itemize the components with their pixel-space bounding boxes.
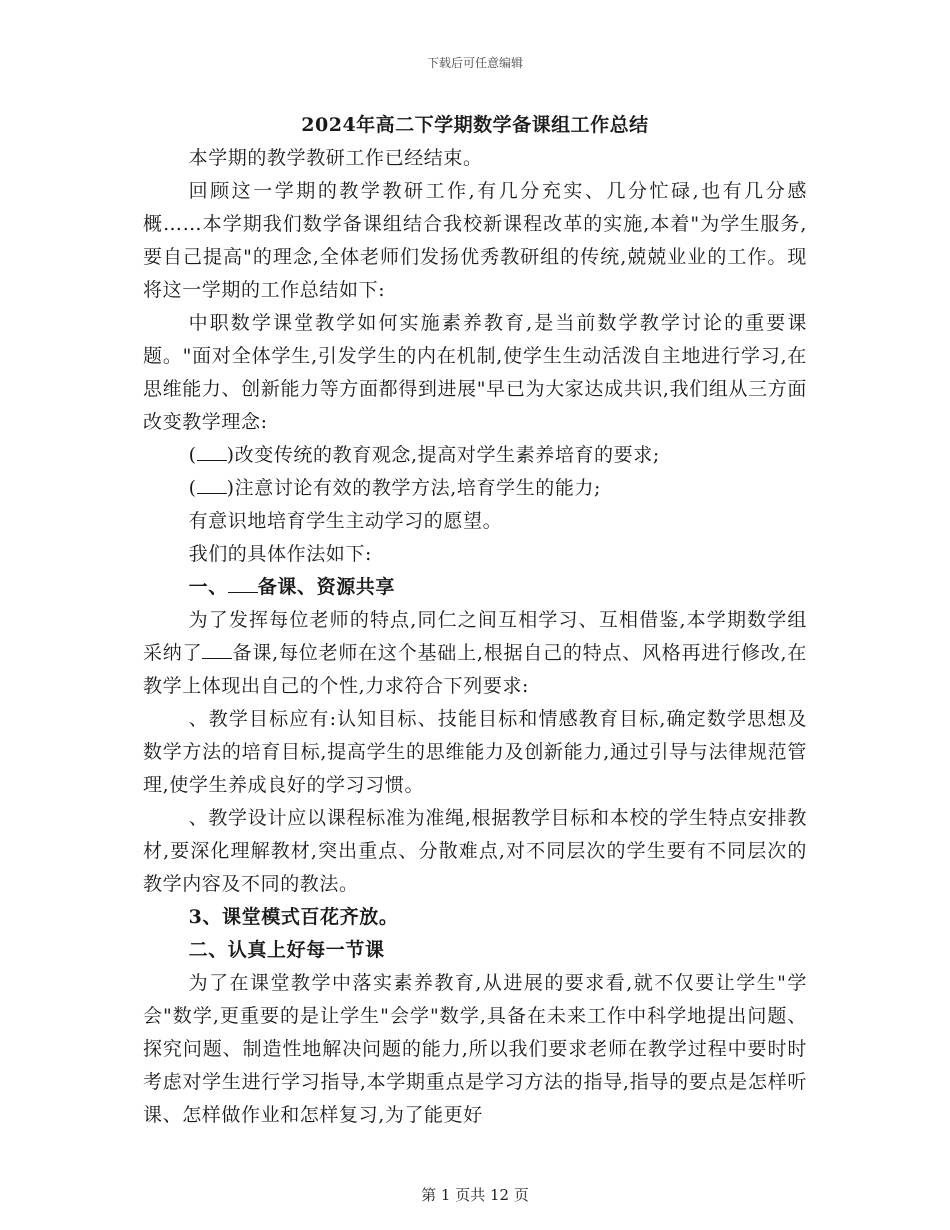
page-header-note: 下载后可任意编辑 [426,56,523,70]
section-heading-1 [143,571,807,604]
section-heading-1-text: 备课、资源共享 [257,576,395,598]
list-item-2-text: )注意讨论有效的教学方法,培育学生的能力; [226,477,602,499]
paragraph-section1-body-a: 为了发挥每位老师的特点,同仁之间互相学习、互相借鉴,本学期数学组采纳了 [143,609,807,664]
list-item-1 [143,439,807,472]
section-heading-2: 二、认真上好每一节课 [188,939,385,961]
list-item-2-open: ( [188,477,197,499]
paragraph-method-intro: 我们的具体作法如下: [188,543,372,565]
blank-line [228,573,258,593]
document-body [143,108,807,1132]
paragraph-intro: 本学期的教学教研工作已经结束。 [188,147,483,169]
list-item-3: 有意识地培育学生主动学习的愿望。 [188,510,503,532]
paragraph-section2-body: 为了在课堂教学中落实素养教育,从进展的要求看,就不仅要让学生"学会"数学,更重要的是让学生"会学"数学,具备在未来工作中科学地提出问题、探究问题、制造性地解决问题的能力,所以我们要求老师在教学过程中要时时考虑对学生进行学习指导,本学期重点是学习方法的指导,指导的要点是怎样听课、怎样做作业和怎样复习,为了能更好 [143,972,807,1126]
paragraph-concept: 中职数学课堂教学如何实施素养教育,是当前数学教学讨论的重要课题。"面对全体学生,引发学生的内在机制,使学生生动活泼自主地进行学习,在思维能力、创新能力等方面都得到进展"早已为大家达成共识,我们组从三方面改变教学理念: [143,312,807,433]
list-item-2 [143,472,807,505]
document-title: 2024年高二下学期数学备课组工作总结 [301,114,649,136]
blank-line [202,639,232,659]
blank-line [197,441,227,461]
paragraph-teaching-design: 、教学设计应以课程标准为准绳,根据教学目标和本校的学生特点安排教材,要深化理解教材,突出重点、分散难点,对不同层次的学生要有不同层次的教学内容及不同的教法。 [143,807,807,895]
paragraph-section1-body-b: 备课,每位老师在这个基础上,根据自己的特点、风格再进行修改,在教学上体现出自己的个性,力求符合下列要求: [143,642,807,697]
list-item-1-open: ( [188,444,197,466]
blank-line [197,474,227,494]
page-number: 第 1 页共 12 页 [421,1186,529,1204]
paragraph-review: 回顾这一学期的教学教研工作,有几分充实、几分忙碌,也有几分感概……本学期我们数学备课组结合我校新课程改革的实施,本着"为学生服务,要自己提高"的理念,全体老师们发扬优秀教研组的传统,兢兢业业的工作。现将这一学期的工作总结如下: [143,180,807,301]
section-subheading-classroom-mode: 3、课堂模式百花齐放。 [188,906,399,928]
list-item-1-text: )改变传统的教育观念,提高对学生素养培育的要求; [226,444,660,466]
paragraph-teaching-goals: 、教学目标应有:认知目标、技能目标和情感教育目标,确定数学思想及数学方法的培育目标,提高学生的思维能力及创新能力,通过引导与法律规范管理,使学生养成良好的学习习惯。 [143,708,807,796]
section-heading-1-prefix: 一、 [188,576,228,598]
paragraph-section1-body [143,604,807,703]
